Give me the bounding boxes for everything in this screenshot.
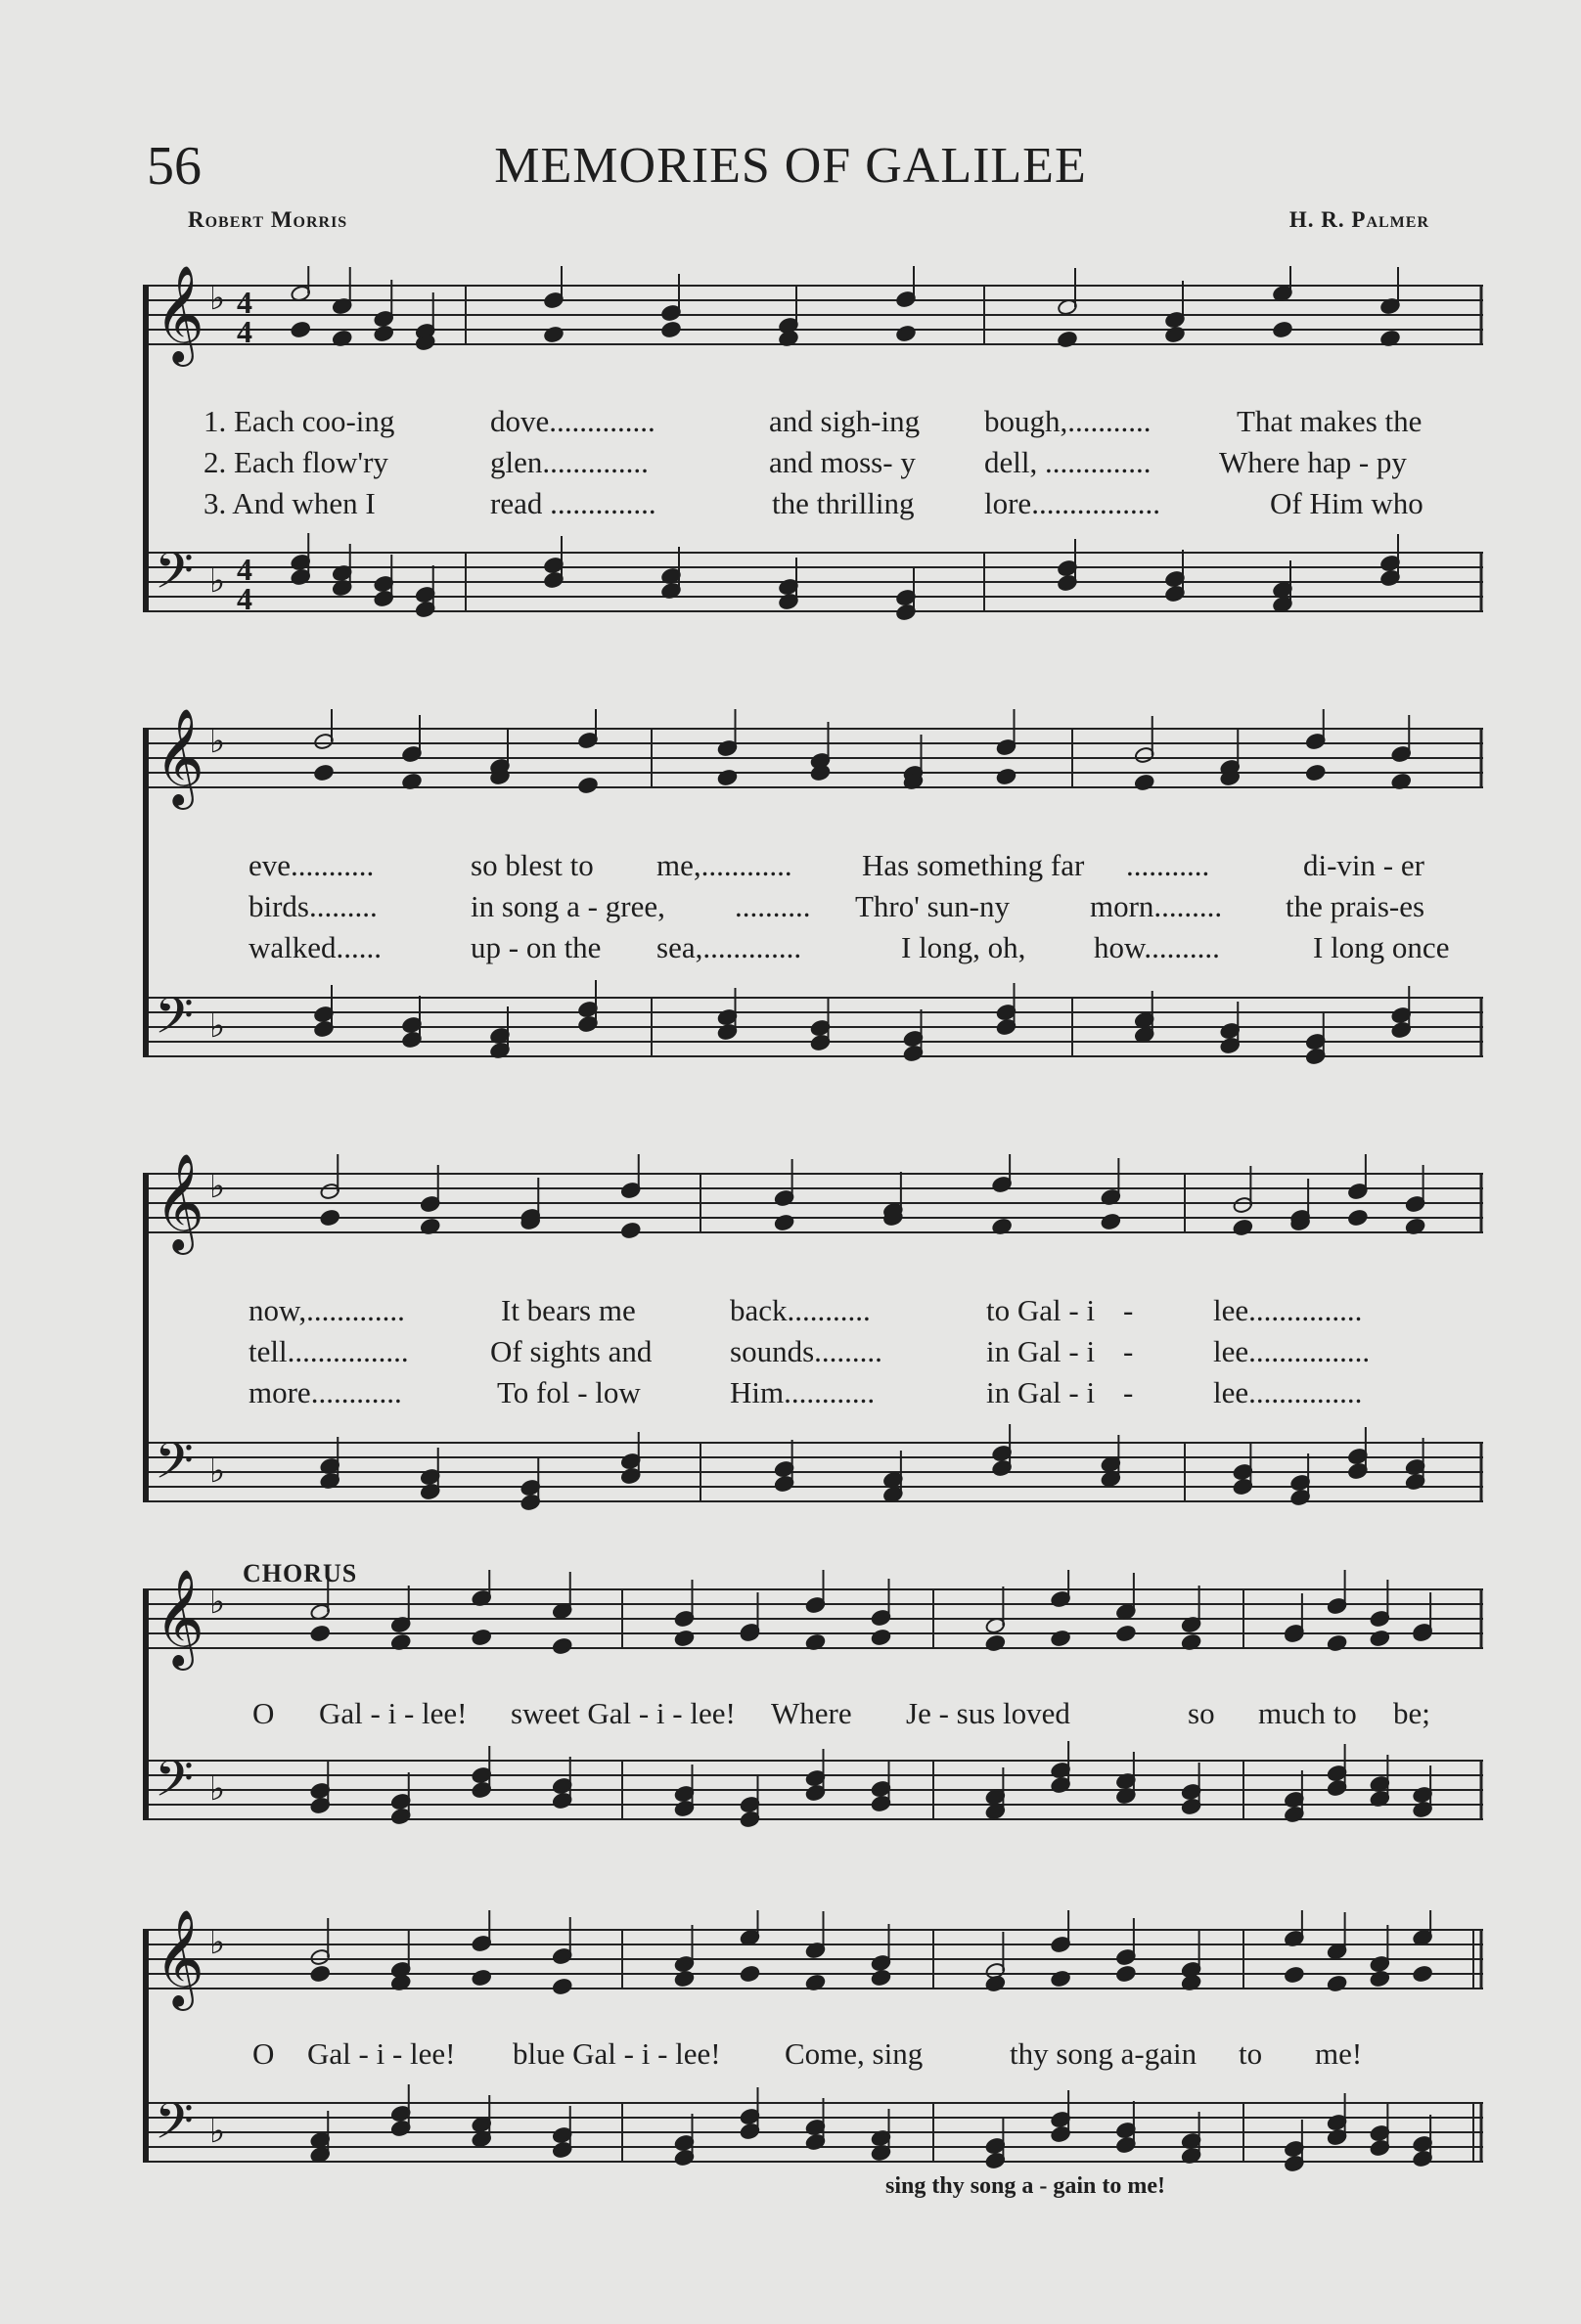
lyric-word: lee............... [1213,1375,1363,1409]
note-head [717,769,738,786]
lyric-word: O [252,1696,275,1730]
lyric-line [143,445,1483,484]
lyric-word: 1. Each coo-ing [203,404,395,438]
treble-clef-icon: 𝄞 [155,266,204,363]
note-head [552,1637,572,1655]
lyric-word: lee............... [1213,1293,1363,1327]
time-signature: 4 [237,581,252,616]
lyric-line [143,889,1483,928]
treble-staff [143,1174,1483,1232]
lyric-word: be; [1393,1696,1430,1730]
treble-clef-icon: 𝄞 [155,1910,204,2007]
lyric-word: and moss- y [769,445,916,479]
note-head [1327,1975,1347,1992]
lyric-line [143,848,1483,887]
lyric-line [143,1696,1483,1735]
bass-clef-icon: 𝄢 [155,1431,194,1502]
flat-icon: ♭ [209,1008,226,1045]
lyric-word: much to [1258,1696,1357,1730]
lyric-word: Of sights and [490,1334,653,1368]
lyric-word: the thrilling [772,486,915,520]
lyric-word: thy song a-gain [1010,2036,1197,2071]
note-head [1101,1213,1121,1230]
note-head [1305,764,1326,782]
bass-clef-icon: 𝄢 [155,986,194,1057]
lyric-word: so [1188,1696,1215,1730]
lyric-word: .......... [735,889,811,923]
page-title: MEMORIES OF GALILEE [494,138,1087,194]
lyric-word: in Gal - i [986,1334,1096,1368]
lyric-word: me! [1315,2036,1363,2071]
treble-clef-icon: 𝄞 [155,709,204,806]
note-head [996,768,1016,785]
note-head [985,1975,1006,1992]
lyric-word: walked...... [248,930,383,964]
note-head [1115,1625,1136,1642]
lyric-word: the prais-es [1286,889,1425,923]
lyric-word: - [1123,1375,1134,1409]
page-number: 56 [147,136,202,197]
lyric-word: - [1123,1293,1134,1327]
lyric-word: morn......... [1090,889,1223,923]
lyric-word: Gal - i - lee! [319,1696,468,1730]
lyric-word: tell................ [248,1334,409,1368]
lyric-word: Where hap - py [1219,445,1407,479]
note-head [1284,1966,1304,1984]
note-head [1134,774,1154,791]
lyric-word: dove.............. [490,404,655,438]
bass-clef-icon: 𝄢 [155,2091,194,2163]
lyric-line [143,2036,1483,2076]
lyric-line [143,930,1483,969]
time-signature: 4 [237,314,252,349]
note-head [1412,1965,1432,1983]
lyric-word: Of Him who [1270,486,1423,520]
lyric-word: di-vin - er [1303,848,1424,882]
note-head [1050,1970,1070,1988]
time-signature: 4 [237,552,252,587]
lyric-word: eve........... [248,848,375,882]
bass-clef-icon: 𝄢 [155,1749,194,1820]
note-head [472,1969,492,1987]
lyric-word: I long once [1313,930,1450,964]
flat-icon: ♭ [209,1925,226,1961]
note-head [374,325,394,342]
lyric-line [143,1375,1483,1414]
note-head [1347,1209,1368,1227]
lyric-word: sounds......... [730,1334,882,1368]
note-head [1327,1634,1347,1652]
note-head [1050,1630,1070,1647]
note-head [895,325,916,342]
note-head [310,1625,331,1642]
flat-icon: ♭ [209,1585,226,1621]
lyric-line [143,1334,1483,1373]
lyric-word: blue Gal - i - lee! [513,2036,721,2071]
lyric-line [143,486,1483,525]
lyric-word: and sigh-ing [769,404,921,438]
lyric-word: bough,........... [984,404,1152,438]
flat-icon: ♭ [209,1771,226,1808]
note-head [577,777,598,794]
note-head [620,1222,641,1239]
bass-staff [143,1443,1483,1501]
flat-icon: ♭ [209,2114,226,2150]
flat-icon: ♭ [209,1453,226,1490]
treble-clef-icon: 𝄞 [155,1570,204,1667]
lyric-word: 3. And when I [203,486,376,520]
lyric-word: in Gal - i [986,1375,1096,1409]
note-head [310,1965,331,1983]
note-head [1057,331,1077,348]
note-head [985,1634,1006,1652]
lyric-word: more............ [248,1375,402,1409]
lyric-word: Come, sing [785,2036,924,2071]
lyric-word: glen.............. [490,445,649,479]
note-head [774,1214,794,1231]
note-head [871,1629,891,1646]
note-head [674,1970,695,1988]
note-head [660,321,681,338]
lyric-word: Thro' sun-ny [855,889,1010,923]
lyric-word: ........... [1126,848,1210,882]
time-signature: 4 [237,285,252,320]
lyric-word: read .............. [490,486,656,520]
lyric-word: That makes the [1237,404,1423,438]
note-head [740,1965,760,1983]
lyric-word: how.......... [1094,930,1220,964]
note-head [1233,1219,1253,1236]
lyric-word: 2. Each flow'ry [203,445,388,479]
lyric-word: lee................ [1213,1334,1371,1368]
lyric-word: Je - sus loved [906,1696,1070,1730]
note-head [320,1209,340,1227]
lyric-word: O [252,2036,275,2071]
lyric-word: sweet Gal - i - lee! [511,1696,736,1730]
lyric-word: now,............. [248,1293,405,1327]
lyric-word: - [1123,1334,1134,1368]
flat-icon: ♭ [209,1169,226,1205]
flat-icon: ♭ [209,563,226,600]
lyric-line [143,1293,1483,1332]
note-head [313,764,334,782]
flat-icon: ♭ [209,724,226,760]
note-head [1272,321,1292,338]
note-head [543,326,564,343]
treble-clef-icon: 𝄞 [155,1154,204,1251]
echo-lyric: sing thy song a - gain to me! [885,2173,1166,2199]
flat-icon: ♭ [209,281,226,317]
note-head [1164,326,1185,343]
lyric-word: sea,............. [656,930,802,964]
lyric-word: I long, oh, [901,930,1026,964]
note-head [291,321,311,338]
lyric-word: dell, .............. [984,445,1152,479]
lyric-word: To fol - low [497,1375,641,1409]
lyric-word: It bears me [501,1293,636,1327]
lyric-word: Has something far [862,848,1085,882]
bass-clef-icon: 𝄢 [155,541,194,612]
lyric-word: Gal - i - lee! [307,2036,456,2071]
chorus-label: CHORUS [243,1559,358,1587]
note-head [1370,1970,1390,1988]
lyric-word: so blest to [471,848,594,882]
lyric-line [143,404,1483,443]
lyric-word: to Gal - i [986,1293,1096,1327]
note-head [674,1630,695,1647]
lyric-word: Where [771,1696,852,1730]
lyric-word: me,............ [656,848,792,882]
lyric-word: in song a - gree, [471,889,665,923]
note-head [1370,1630,1390,1647]
lyric-word: back........... [730,1293,871,1327]
lyricist-credit: Robert Morris [188,207,348,232]
composer-credit: H. R. Palmer [1288,207,1429,232]
note-head [472,1629,492,1646]
lyric-word: up - on the [471,930,602,964]
lyric-word: birds......... [248,889,378,923]
lyric-word: to [1239,2036,1263,2071]
lyric-word: lore................. [984,486,1160,520]
note-head [552,1978,572,1995]
note-head [1115,1965,1136,1983]
lyric-word: Him............ [730,1375,876,1409]
note-head [871,1969,891,1987]
